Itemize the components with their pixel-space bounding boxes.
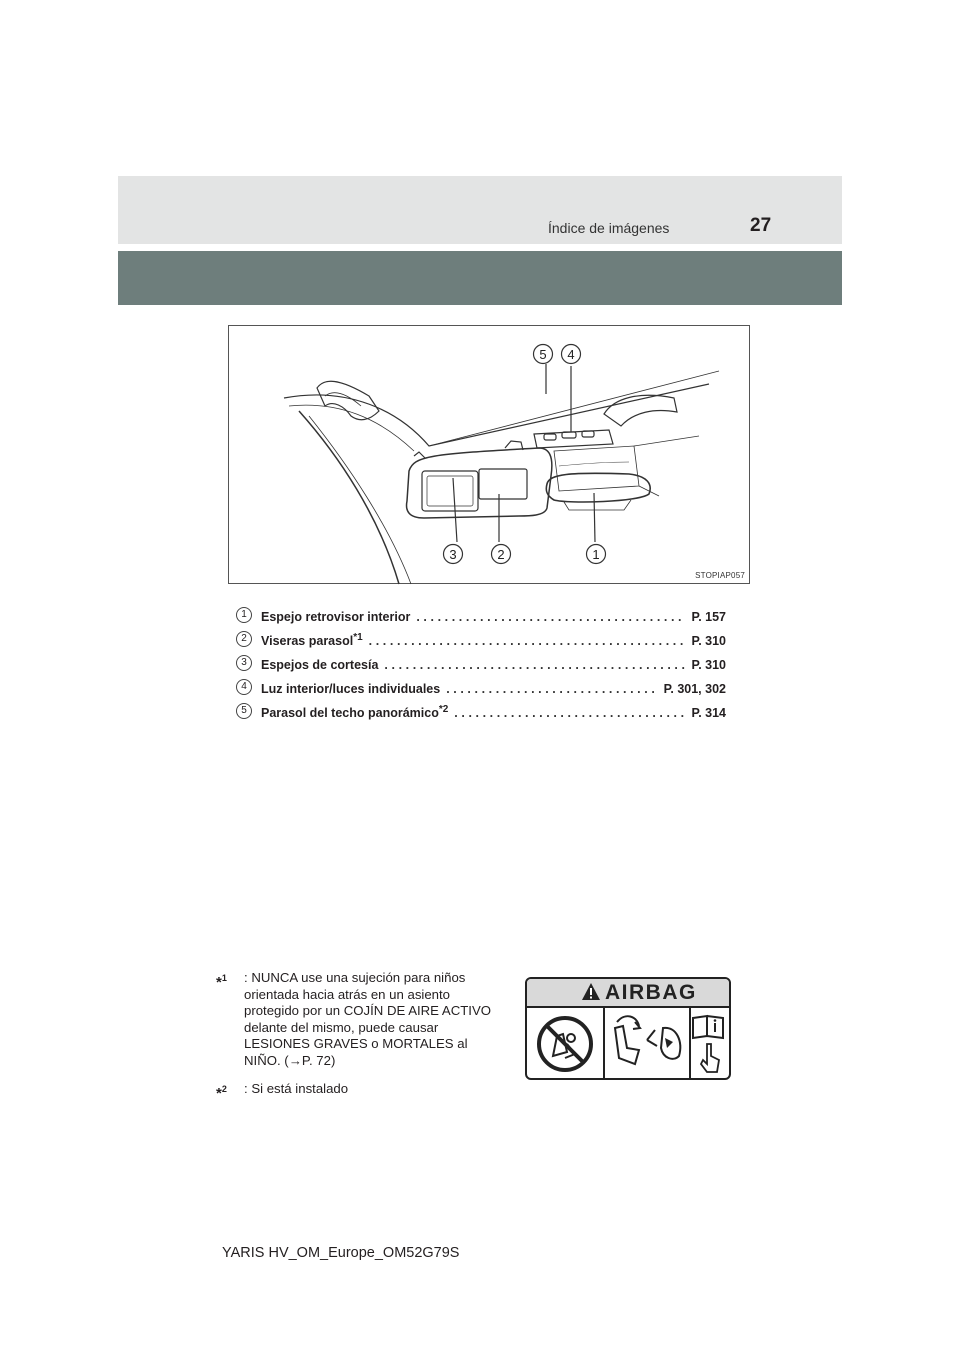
section-title: Índice de imágenes xyxy=(548,220,670,236)
interior-roof-illustration xyxy=(228,325,750,584)
item-label: Parasol del techo panorámico$^{*2}$ xyxy=(261,703,449,720)
item-label: Luz interior/luces individuales xyxy=(261,682,441,696)
dot-leader xyxy=(384,658,685,672)
page-reference-link[interactable]: P. 310 xyxy=(691,634,726,648)
footnote-marker: *$^1$ xyxy=(216,973,227,991)
airbag-warning-label xyxy=(525,977,731,1080)
dot-leader xyxy=(369,634,686,648)
list-item xyxy=(236,696,726,720)
list-item xyxy=(236,648,726,672)
figure-code: STOPIAP057 xyxy=(695,571,745,580)
document-id: YARIS HV_OM_Europe_OM52G79S xyxy=(222,1245,460,1261)
page-reference-link[interactable]: P. 301, 302 xyxy=(663,682,726,696)
page-reference-link[interactable]: P. 314 xyxy=(691,706,726,720)
page-reference-link[interactable]: P. 157 xyxy=(691,610,726,624)
item-number-badge: 5 xyxy=(236,703,252,719)
page-number: 27 xyxy=(750,215,772,236)
callout-1-label: 1 xyxy=(592,547,600,562)
item-number-badge: 3 xyxy=(236,655,252,671)
list-item xyxy=(236,672,726,696)
section-band xyxy=(118,251,842,305)
dot-leader xyxy=(446,682,657,696)
no-rear-facing-child-seat-icon xyxy=(527,1008,605,1080)
footnote-text: : Si está instalado xyxy=(244,1081,349,1096)
seat-airbag-deploy-icon xyxy=(603,1008,691,1080)
item-label: Espejos de cortesía xyxy=(261,658,379,672)
item-label: Espejo retrovisor interior xyxy=(261,610,411,624)
list-item xyxy=(236,600,726,624)
list-item xyxy=(236,624,726,648)
page-reference-link[interactable]: P. 310 xyxy=(691,658,726,672)
callout-4-label: 4 xyxy=(567,347,575,362)
dot-leader xyxy=(416,610,685,624)
item-number-badge: 4 xyxy=(236,679,252,695)
warning-triangle-icon xyxy=(581,982,601,1001)
footnote-2 xyxy=(216,1081,506,1102)
callout-list xyxy=(236,600,726,720)
item-number-badge: 1 xyxy=(236,607,252,623)
footnote-text: : NUNCA use una sujeción para niños orientada hacia atrás en un asiento protegido por un COJÍN DE AIRE ACTIVO delante del mismo, puede causar LESIONES GRAVES o MORTALES al NIÑO. (→P. 72) xyxy=(244,970,492,1068)
item-label: Viseras parasol$^{*1}$ xyxy=(261,631,363,648)
footnote-marker: *$^2$ xyxy=(216,1084,227,1102)
airbag-title: AIRBAG xyxy=(605,981,697,1004)
footnote-1 xyxy=(216,970,506,1070)
callout-2-label: 2 xyxy=(497,547,505,562)
airbag-label-header xyxy=(527,979,729,1008)
header-band xyxy=(118,176,842,244)
callout-5-label: 5 xyxy=(539,347,547,362)
dot-leader xyxy=(454,706,685,720)
read-manual-icon xyxy=(689,1008,729,1080)
item-number-badge: 2 xyxy=(236,631,252,647)
callout-3-label: 3 xyxy=(449,547,457,562)
roof-line-drawing xyxy=(229,326,751,585)
airbag-label-body xyxy=(527,1008,729,1080)
